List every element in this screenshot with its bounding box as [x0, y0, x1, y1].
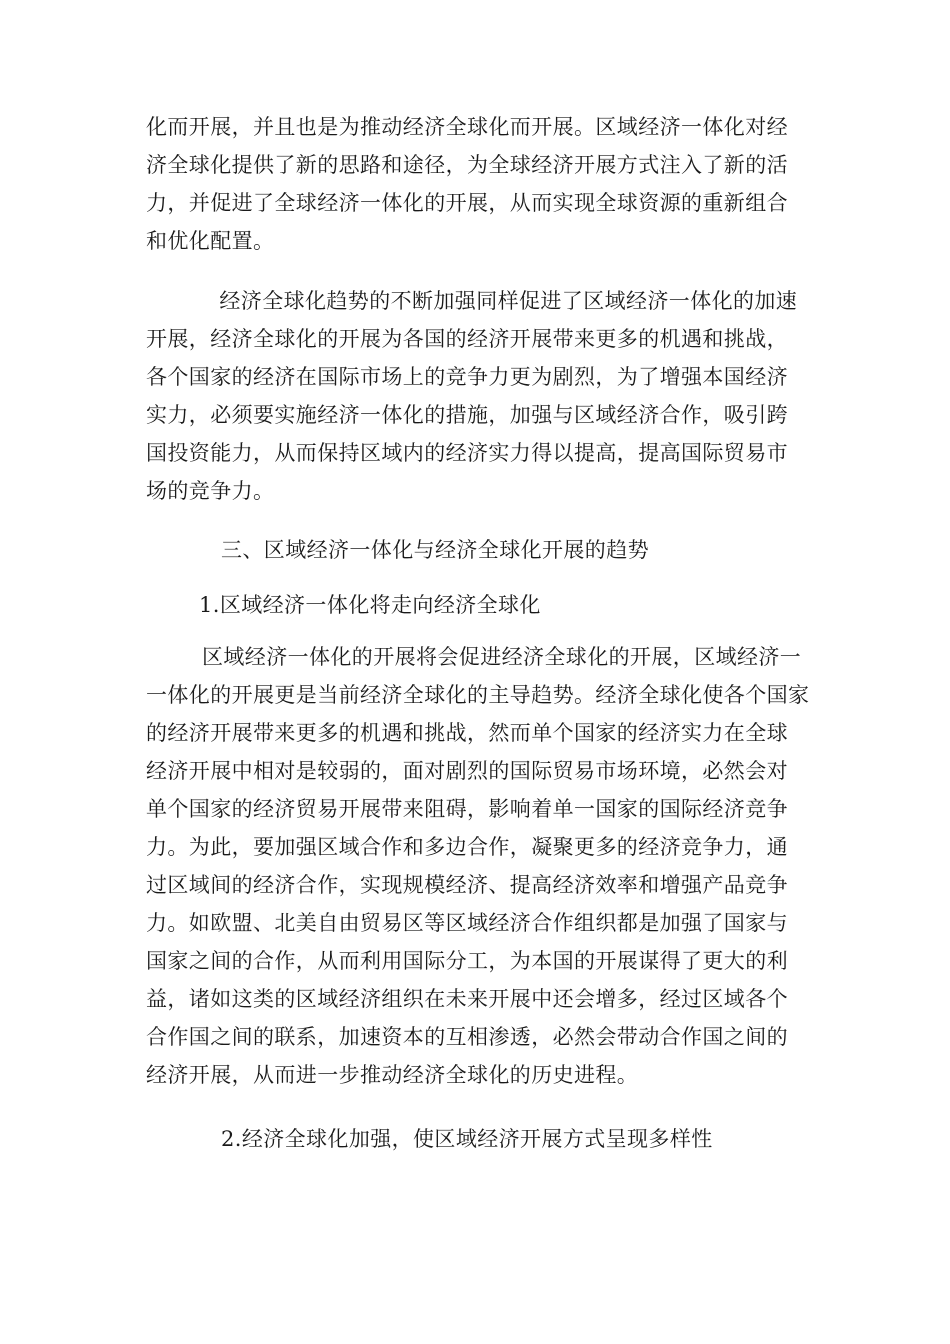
text-line: 经济开展，从而进一步推动经济全球化的历史进程。 — [146, 1063, 639, 1087]
section-heading-text: 三、区域经济一体化与经济全球化开展的趋势 — [221, 538, 649, 562]
section-heading — [221, 531, 821, 569]
text-line: 益，诸如这类的区域经济组织在未来开展中还会增多，经过区域各个 — [146, 987, 788, 1011]
text-line: 过区域间的经济合作，实现规模经济、提高经济效率和增强产品竞争 — [146, 873, 788, 897]
text-line: 经济开展中相对是较弱的，面对剧烈的国际贸易市场环境，必然会对 — [146, 759, 788, 783]
text-line: 各个国家的经济在国际市场上的竞争力更为剧烈，为了增强本国经济 — [146, 365, 788, 389]
text-line: 和优化配置。 — [146, 229, 275, 253]
text-line: 力，并促进了全球经济一体化的开展，从而实现全球资源的重新组合 — [146, 191, 788, 215]
text-line: 合作国之间的联系，加速资本的互相渗透，必然会带动合作国之间的 — [146, 1025, 788, 1049]
subheading-1 — [199, 586, 799, 624]
subheading-2 — [221, 1120, 821, 1158]
subheading-2-text: 2.经济全球化加强，使区域经济开展方式呈现多样性 — [221, 1127, 713, 1151]
paragraph-regional-integration-contribution — [146, 108, 806, 260]
text-line: 区域经济一体化的开展将会促进经济全球化的开展，区域经济一 — [202, 645, 802, 669]
text-line: 一体化的开展更是当前经济全球化的主导趋势。经济全球化使各个国家 — [146, 683, 810, 707]
text-line: 力。为此，要加强区域合作和多边合作，凝聚更多的经济竞争力，通 — [146, 835, 788, 859]
text-line: 的经济开展带来更多的机遇和挑战，然而单个国家的经济实力在全球 — [146, 721, 788, 745]
paragraph-integration-toward-globalization — [146, 638, 810, 1094]
text-line: 济全球化提供了新的思路和途径，为全球经济开展方式注入了新的活 — [146, 153, 788, 177]
text-line: 化而开展，并且也是为推动经济全球化而开展。区域经济一体化对经 — [146, 115, 788, 139]
text-line: 实力，必须要实施经济一体化的措施，加强与区域经济合作，吸引跨 — [146, 403, 788, 427]
text-line: 场的竞争力。 — [146, 479, 275, 503]
text-line: 力。如欧盟、北美自由贸易区等区域经济合作组织都是加强了国家与 — [146, 911, 788, 935]
text-line: 国投资能力，从而保持区域内的经济实力得以提高，提高国际贸易市 — [146, 441, 788, 465]
subheading-1-text: 1.区域经济一体化将走向经济全球化 — [199, 593, 541, 617]
text-line: 经济全球化趋势的不断加强同样促进了区域经济一体化的加速 — [198, 289, 798, 313]
text-line: 单个国家的经济贸易开展带来阻碍，影响着单一国家的国际经济竞争 — [146, 797, 788, 821]
text-line: 开展，经济全球化的开展为各国的经济开展带来更多的机遇和挑战， — [146, 327, 788, 351]
text-line: 国家之间的合作，从而利用国际分工，为本国的开展谋得了更大的利 — [146, 949, 788, 973]
paragraph-globalization-promotes-integration — [146, 282, 806, 510]
